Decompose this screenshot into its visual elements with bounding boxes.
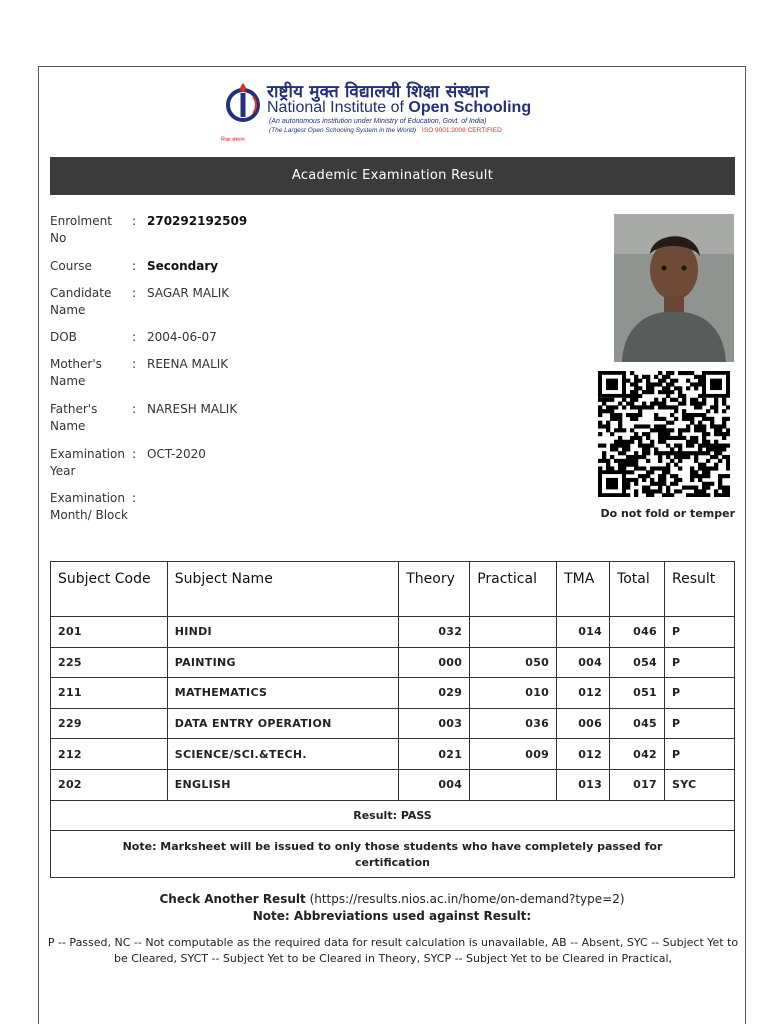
father-label: Father's Name [50,402,98,433]
institute-hindi-name: राष्ट्रीय मुक्त विद्यालयी शिक्षा संस्थान [267,82,489,102]
cell-theory: 032 [399,617,470,648]
table-header-row [51,562,735,617]
cell-subject: MATHEMATICS [167,678,399,709]
marksheet-note: Note: Marksheet will be issued to only those students who have completely passed for certification [50,830,735,878]
mother-value: REENA MALIK [147,357,229,371]
mother-label: Mother's Name [50,357,102,388]
cell-result: P [665,617,735,648]
institute-name-prefix: National Institute of [267,99,409,116]
page-title: Academic Examination Result [50,157,735,195]
exam-block-label: Examination Month/ Block [50,491,128,522]
col-total: Total [610,562,665,617]
cell-total: 042 [610,739,665,770]
cell-tma: 006 [557,708,610,739]
do-not-fold-note: Do not fold or temper [600,507,735,520]
cell-subject: DATA ENTRY OPERATION [167,708,399,739]
cell-practical [470,769,557,800]
cell-tma: 013 [557,769,610,800]
col-theory: Theory [399,562,470,617]
colon: : [132,214,137,228]
cell-tma: 014 [557,617,610,648]
nios-emblem-icon [225,81,265,135]
cell-tma: 012 [557,739,610,770]
colon: : [132,402,137,416]
col-tma: TMA [557,562,610,617]
cell-subject: HINDI [167,617,399,648]
candidate-value: SAGAR MALIK [147,286,230,300]
logo-caption: शिक्षा संस्थान [221,137,245,143]
exam-year-label: Examination Year [50,447,126,478]
check-another-result [39,892,745,906]
cell-total: 017 [610,769,665,800]
enrolment-label: Enrolment No [50,214,112,245]
col-subject-name: Subject Name [167,562,399,617]
cell-practical [470,617,557,648]
col-result: Result [665,562,735,617]
cell-subject: ENGLISH [167,769,399,800]
course-label: Course [50,259,92,273]
colon: : [132,259,137,273]
table-row [51,769,735,800]
cell-tma: 012 [557,678,610,709]
colon: : [132,330,137,344]
cell-total: 045 [610,708,665,739]
result-sheet [38,66,746,1024]
colon: : [132,447,137,461]
qr-code-icon [598,371,730,497]
exam-year-value: OCT-2020 [147,447,206,461]
colon: : [132,357,137,371]
candidate-label: Candidate Name [50,286,112,317]
abbreviations-text: P -- Passed, NC -- Not computable as the required data for result calculation is unavailable, AB -- Absent, SYC -- Subject Yet to be Cleared, SYCT -- Subject Yet to be Cleared in Theory, SYCP -- Subject Yet to be Cleared in Practical, [47,936,739,965]
table-row [51,739,735,770]
cell-code: 229 [51,708,168,739]
cell-tma: 004 [557,647,610,678]
cell-practical: 036 [470,708,557,739]
cell-theory: 000 [399,647,470,678]
cell-theory: 021 [399,739,470,770]
table-row [51,647,735,678]
table-row [51,708,735,739]
cell-result: P [665,708,735,739]
cell-practical: 010 [470,678,557,709]
dob-label: DOB [50,330,77,344]
cell-total: 051 [610,678,665,709]
colon: : [132,491,137,505]
result-summary: Result: PASS [50,800,735,831]
table-row [51,678,735,709]
institute-tagline [269,127,502,134]
cell-code: 212 [51,739,168,770]
cell-total: 046 [610,617,665,648]
cell-result: P [665,739,735,770]
cell-practical: 009 [470,739,557,770]
cell-result: P [665,678,735,709]
cell-practical: 050 [470,647,557,678]
institute-name-bold: Open Schooling [408,99,532,116]
tagline-text: (The Largest Open Schooling System in the World) [269,127,417,134]
check-another-result-url[interactable]: (https://results.nios.ac.in/home/on-demand?type=2) [309,892,625,906]
dob-value: 2004-06-07 [147,330,217,344]
colon: : [132,286,137,300]
cell-code: 225 [51,647,168,678]
iso-badge: ISO 9001:2008 CERTIFIED [422,127,502,134]
cell-theory: 003 [399,708,470,739]
table-row [51,617,735,648]
cell-code: 201 [51,617,168,648]
cell-result: SYC [665,769,735,800]
col-practical: Practical [470,562,557,617]
cell-code: 211 [51,678,168,709]
check-another-result-link[interactable]: Check Another Result [159,892,306,906]
institute-english-name [267,99,531,117]
cell-subject: SCIENCE/SCI.&TECH. [167,739,399,770]
col-subject-code: Subject Code [51,562,168,617]
cell-code: 202 [51,769,168,800]
course-value: Secondary [147,259,219,273]
father-value: NARESH MALIK [147,402,238,416]
cell-total: 054 [610,647,665,678]
candidate-photo [614,214,734,362]
marks-table [50,561,735,801]
cell-subject: PAINTING [167,647,399,678]
enrolment-value: 270292192509 [147,214,248,228]
abbreviations-title: Note: Abbreviations used against Result: [252,909,532,923]
cell-theory: 004 [399,769,470,800]
cell-theory: 029 [399,678,470,709]
cell-result: P [665,647,735,678]
institute-subtitle: (An autonomous institution under Ministry of Education, Govt. of India) [269,118,487,125]
nios-header-logo [221,79,555,143]
